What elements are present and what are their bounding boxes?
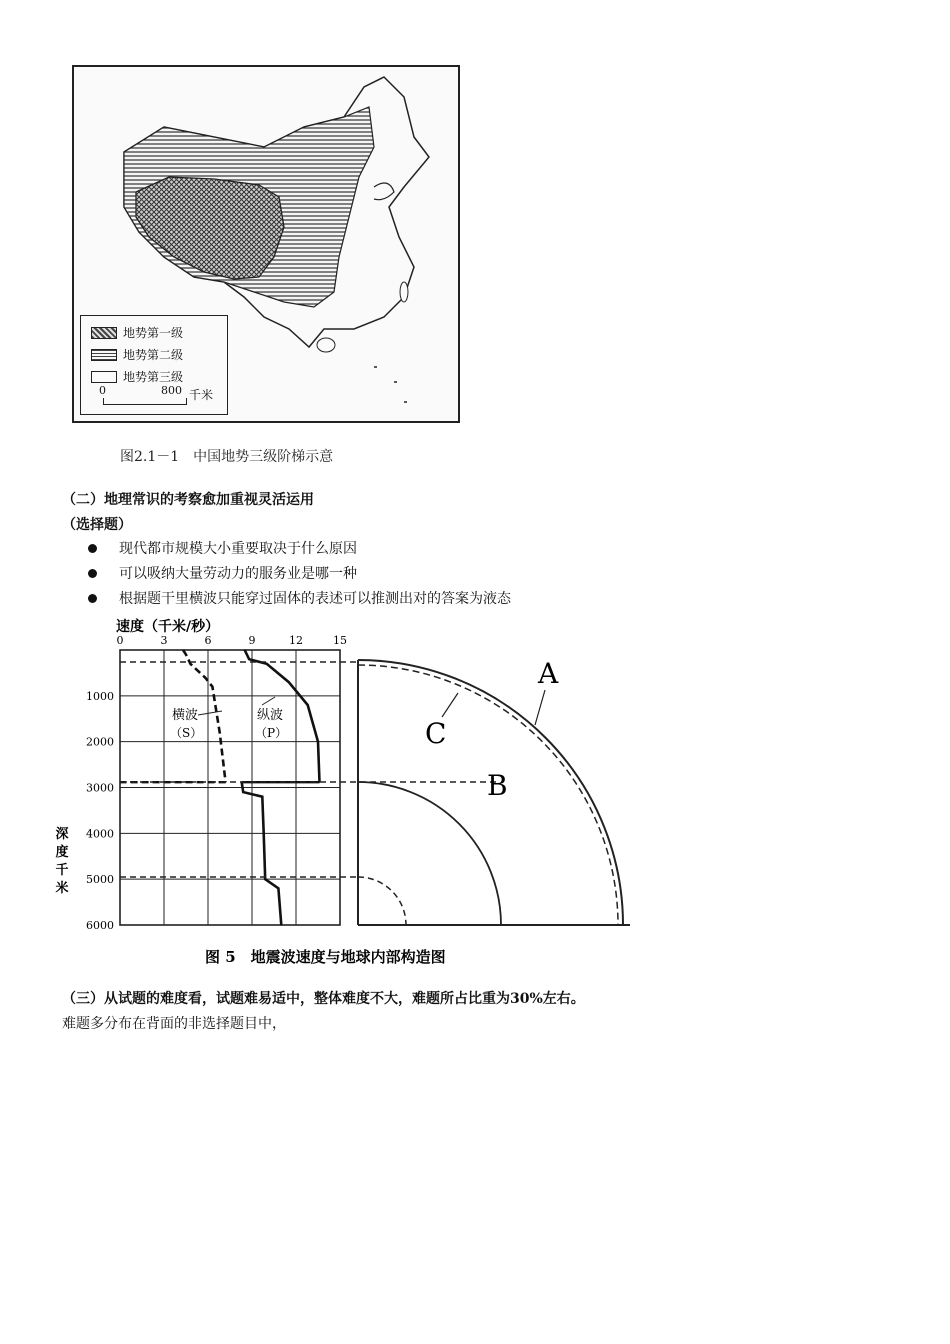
series-point [265, 879, 266, 880]
bullet-item [88, 538, 357, 558]
x-tick-label: 3 [160, 634, 168, 647]
series-point [212, 686, 213, 687]
bullet-item [88, 563, 357, 583]
x-tick-label: 15 [333, 634, 347, 647]
layer-label-a: A [538, 657, 559, 690]
series-point [183, 649, 184, 650]
x-tick-label: 0 [116, 634, 124, 647]
chart-caption: 图 5 地震波速度与地球内部构造图 [205, 948, 446, 966]
first-tier-area [136, 177, 284, 279]
series-point [205, 677, 206, 678]
taiwan-island [400, 282, 408, 302]
series-point [185, 654, 186, 655]
scale-unit: 千米 [189, 388, 214, 402]
legend-label: 地势第三级 [123, 370, 184, 384]
cross-hatch-swatch [91, 327, 117, 339]
y-axis-label-char: 深 [55, 827, 69, 842]
chart-title: 速度（千米/秒） [116, 619, 220, 635]
y-tick-label: 3000 [86, 781, 114, 795]
series-point [190, 663, 191, 664]
legend-label: 地势第一级 [123, 326, 184, 340]
scale-value: 800 [161, 384, 182, 397]
blank-swatch [91, 371, 117, 383]
p-wave-pointer [262, 697, 275, 705]
y-tick-label: 1000 [86, 689, 114, 703]
horizontal-line-swatch [91, 349, 117, 361]
outer-core-arc [358, 782, 501, 925]
bullet-text: 现代都市规模大小重要取决于什么原因 [119, 541, 357, 557]
bullet-icon [88, 544, 97, 553]
series-point [219, 732, 220, 733]
y-tick-labels [86, 690, 114, 932]
series-point [317, 741, 318, 742]
series-point [244, 649, 245, 650]
layer-c-pointer [442, 693, 458, 717]
series-point [243, 792, 244, 793]
bullet-text: 可以吸纳大量劳动力的服务业是哪一种 [119, 566, 357, 582]
y-tick-label: 5000 [86, 873, 114, 887]
series-point [266, 663, 267, 664]
x-tick-label: 12 [289, 634, 303, 647]
inner-core-arc [358, 877, 406, 925]
bullet-icon [88, 569, 97, 578]
x-tick-labels [117, 634, 348, 647]
y-tick-label: 4000 [86, 827, 114, 841]
series-point [278, 888, 279, 889]
y-axis-label-char: 千 [55, 863, 69, 878]
p-wave-line [242, 782, 282, 925]
series-point [307, 704, 308, 705]
legend-label: 地势第二级 [123, 348, 184, 362]
china-terrain-map [72, 65, 460, 423]
bullet-text: 根据题干里横波只能穿过固体的表述可以推测出对的答案为液态 [119, 591, 511, 607]
hainan-island [317, 338, 335, 352]
section2-subheading: （选择题） [62, 517, 132, 533]
layer-label-b: B [487, 769, 508, 802]
map-caption: 图2.1－1 中国地势三级阶梯示意 [120, 449, 334, 465]
series-point [281, 924, 282, 925]
y-tick-label: 6000 [86, 919, 114, 932]
y-tick-label: 2000 [86, 735, 114, 749]
p-wave-label: 纵波 [257, 708, 284, 723]
bullet-icon [88, 594, 97, 603]
s-wave-pointer [198, 711, 222, 715]
south-islands [374, 367, 407, 402]
map-legend [80, 315, 228, 415]
x-tick-label: 6 [204, 634, 212, 647]
earth-structure-diagram [358, 657, 630, 925]
series-point [262, 796, 263, 797]
scale-bar [103, 398, 187, 405]
legend-item-third-tier [91, 368, 183, 385]
section2-heading: （二）地理常识的考察愈加重视灵活运用 [62, 492, 314, 508]
layer-a-pointer [535, 690, 545, 725]
series-point [288, 682, 289, 683]
p-wave-symbol: （P） [255, 726, 288, 740]
s-wave-label: 横波 [172, 708, 199, 723]
s-wave-symbol: （S） [170, 726, 203, 740]
seismic-wave-figure [0, 605, 950, 975]
scale-zero: 0 [99, 384, 106, 397]
series-point [249, 659, 250, 660]
y-axis-label [54, 826, 68, 896]
legend-item-first-tier [91, 324, 183, 341]
section3-heading: （三）从试题的难度看，试题难易适中，整体难度不大，难题所占比重为30%左右。 [62, 991, 585, 1007]
chart-grid [120, 650, 340, 925]
series-point [263, 833, 264, 834]
legend-item-second-tier [91, 346, 183, 363]
x-tick-label: 9 [248, 634, 256, 647]
layer-label-c: C [425, 717, 447, 750]
y-axis-label-char: 米 [55, 881, 69, 896]
y-axis-label-char: 度 [55, 845, 69, 860]
section3-text: 难题多分布在背面的非选择题目中， [62, 1016, 286, 1032]
